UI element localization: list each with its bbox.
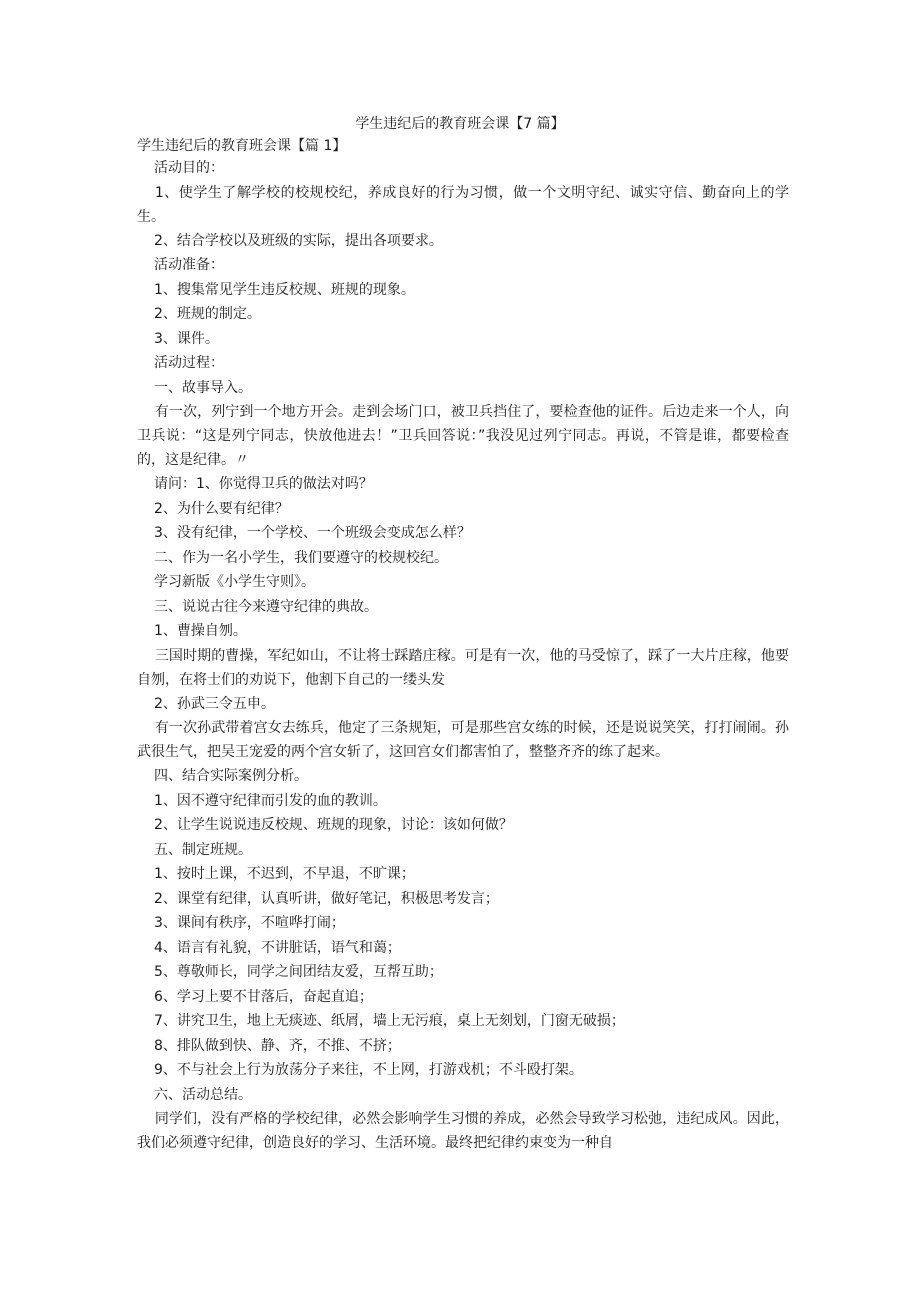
paragraph: 学习新版《小学生守则》。 <box>154 574 315 590</box>
paragraph: 有一次，列宁到一个地方开会。走到会场门口，被卫兵挡住了，要检查他的证件。后边走来一个人，向卫兵说：“这是列宁同志，快放他进去！”卫兵回答说：”我没见过列宁同志。再说，不管是谁，都要检查的，这是纪律。〃 <box>137 404 789 468</box>
paragraph: 活动准备： <box>154 257 224 273</box>
paragraph: 1、使学生了解学校的校规校纪，养成良好的行为习惯，做一个文明守纪、诚实守信、勤奋向上的学生。 <box>137 184 789 225</box>
paragraph: 2、让学生说说违反校规、班规的现象，讨论：该如何做？ <box>154 817 513 833</box>
paragraph: 7、讲究卫生，地上无痰迹、纸屑，墙上无污痕，桌上无刻划，门窗无破损； <box>154 1013 625 1029</box>
paragraph: 2、班规的制定。 <box>154 306 261 322</box>
paragraph: 2、结合学校以及班级的实际，提出各项要求。 <box>154 232 443 249</box>
paragraph: 同学们，没有严格的学校纪律，必然会影响学生习惯的养成，必然会导致学习松弛，违纪成风。因此，我们必须遵守纪律，创造良好的学习、生活环境。最终把纪律约束变为一种自 <box>137 1111 789 1151</box>
section-heading: 学生违纪后的教育班会课【篇 1】 <box>137 138 347 154</box>
paragraph: 5、尊敬师长，同学之间团结友爱，互帮互助； <box>154 964 443 980</box>
paragraph: 活动过程： <box>154 355 224 371</box>
paragraph: 三、说说古往今来遵守纪律的典故。 <box>154 598 378 615</box>
paragraph: 3、课件。 <box>154 330 219 347</box>
paragraph: 3、没有纪律，一个学校、一个班级会变成怎么样？ <box>154 525 471 541</box>
paragraph: 6、学习上要不甘落后，奋起直追； <box>154 988 373 1005</box>
document-title: 学生违纪后的教育班会课【7 篇】 <box>355 116 565 132</box>
paragraph: 四、结合实际案例分析。 <box>154 768 308 784</box>
paragraph: 五、制定班规。 <box>154 841 252 858</box>
paragraph: 2、孙武三令五申。 <box>154 695 275 712</box>
paragraph: 3、课间有秩序，不喧哗打闹； <box>154 915 345 931</box>
document-body <box>137 136 789 1155</box>
paragraph: 1、按时上课，不迟到，不早退，不旷课； <box>154 866 415 882</box>
paragraph: 4、语言有礼貌，不讲脏话，语气和蔼； <box>154 939 401 956</box>
paragraph: 1、搜集常见学生违反校规、班规的现象。 <box>154 281 415 298</box>
paragraph: 1、因不遵守纪律而引发的血的教训。 <box>154 792 387 809</box>
paragraph: 二、作为一名小学生，我们要遵守的校规校纪。 <box>154 549 448 566</box>
paragraph: 8、排队做到快、静、齐，不推、不挤； <box>154 1037 401 1054</box>
paragraph: 请问：1、你觉得卫兵的做法对吗？ <box>154 476 373 492</box>
paragraph: 活动目的： <box>154 160 224 176</box>
paragraph: 2、为什么要有纪律？ <box>154 500 289 517</box>
paragraph: 有一次孙武带着宫女去练兵，他定了三条规矩，可是那些宫女练的时候，还是说说笑笑，打打闹闹。孙武很生气，把吴王宠爱的两个宫女斩了，这回宫女们都害怕了，整整齐齐的练了起来。 <box>137 720 789 760</box>
paragraph: 一、故事导入。 <box>154 379 252 396</box>
paragraph: 三国时期的曹操，军纪如山，不让将士踩踏庄稼。可是有一次，他的马受惊了，踩了一大片庄稼，他要自刎，在将士们的劝说下，他割下自己的一缕头发 <box>137 647 789 688</box>
paragraph: 六、活动总结。 <box>154 1086 252 1103</box>
paragraph: 1、曹操自刎。 <box>154 623 247 639</box>
paragraph: 2、课堂有纪律，认真听讲，做好笔记，积极思考发言； <box>154 890 499 907</box>
paragraph: 9、不与社会上行为放荡分子来往，不上网，打游戏机；不斗殴打架。 <box>154 1062 583 1078</box>
